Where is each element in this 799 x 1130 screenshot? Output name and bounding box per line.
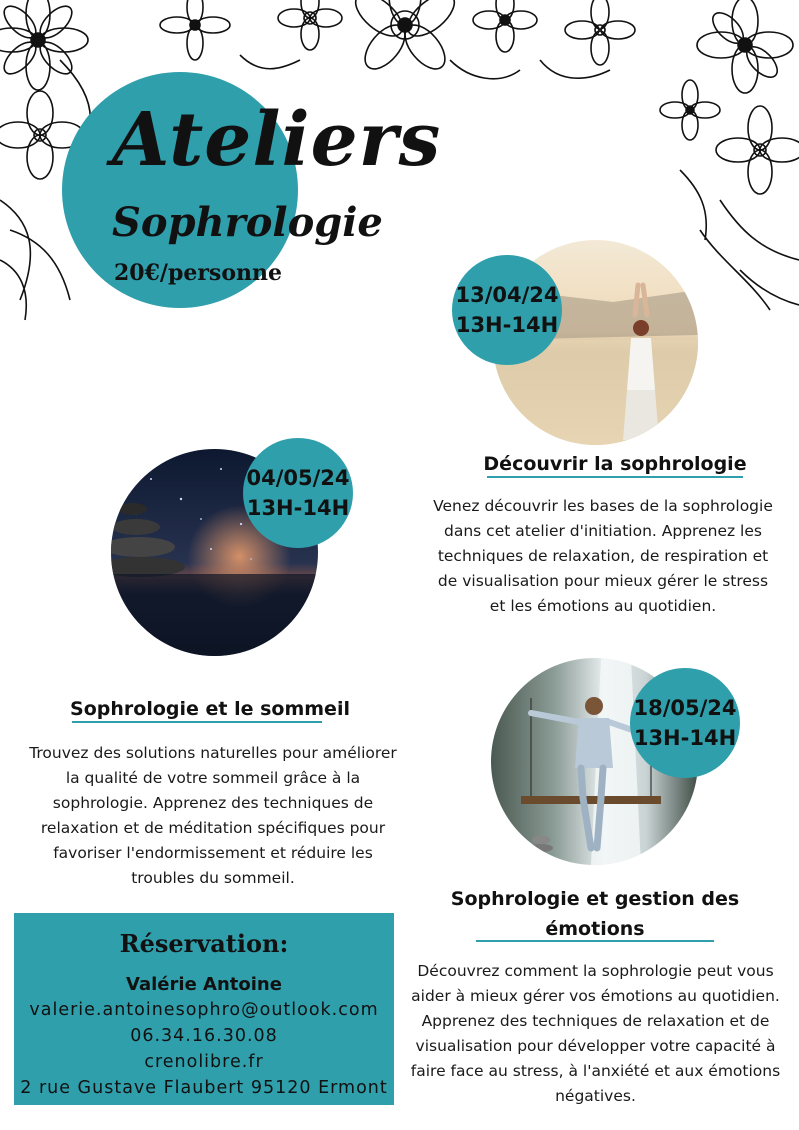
workshop-3-title-line1: Sophrologie et gestion des [450,888,740,910]
workshop-2-title: Sophrologie et le sommeil [70,698,350,720]
workshop-2-date-badge [243,438,353,548]
reservation-email[interactable]: valerie.antoinesophro@outlook.com [29,1000,379,1020]
reservation-phone[interactable]: 06.34.16.30.08 [130,1026,278,1046]
workshop-3-time: 13H-14H [633,726,737,750]
page-subtitle: Sophrologie [112,199,383,246]
workshop-1-title-underline [487,476,743,478]
page-title: Ateliers [112,97,442,183]
workshop-1-date: 13/04/24 [455,282,559,307]
reservation-box [14,913,394,1105]
workshop-1-date-badge [452,255,562,365]
workshop-3-title-line2: émotions [545,918,645,940]
workshop-2-date: 04/05/24 [246,465,350,490]
price-label: 20€/personne [114,260,282,286]
reservation-title: Réservation: [119,929,289,958]
workshop-3-description: Découvrez comment la sophrologie peut vous aider à mieux gérer vos émotions au quotidien. Apprenez des techniques de relaxation et de visualisation pour développer votre capacité à faire face au stress, à l'anxiété et aux émotions négatives. [410,962,781,1105]
workshop-1-title: Découvrir la sophrologie [483,453,747,475]
workshop-1-description: Venez découvrir les bases de la sophrologie dans cet atelier d'initiation. Apprenez les techniques de relaxation, de respiration et de visualisation pour mieux gérer le stress et les émotions au quotidien. [433,497,773,615]
reservation-address: 2 rue Gustave Flaubert 95120 Ermont [20,1078,388,1098]
reservation-contact-name: Valérie Antoine [126,974,282,995]
workshop-2-description: Trouvez des solutions naturelles pour améliorer la qualité de votre sommeil grâce à la sophrologie. Apprenez des techniques de relaxation et de méditation spécifiques pour favoriser l'endormissement et réduire les troubles du sommeil. [29,744,397,887]
workshop-3-title [430,884,760,944]
workshop-3-date-badge [630,668,740,778]
workshop-1-time: 13H-14H [455,313,559,337]
workshop-3-title-underline [476,940,714,942]
reservation-website[interactable]: crenolibre.fr [144,1052,264,1072]
workshop-2-time: 13H-14H [246,496,350,520]
workshop-3-date: 18/05/24 [633,695,737,720]
workshop-2-title-underline [72,721,322,723]
